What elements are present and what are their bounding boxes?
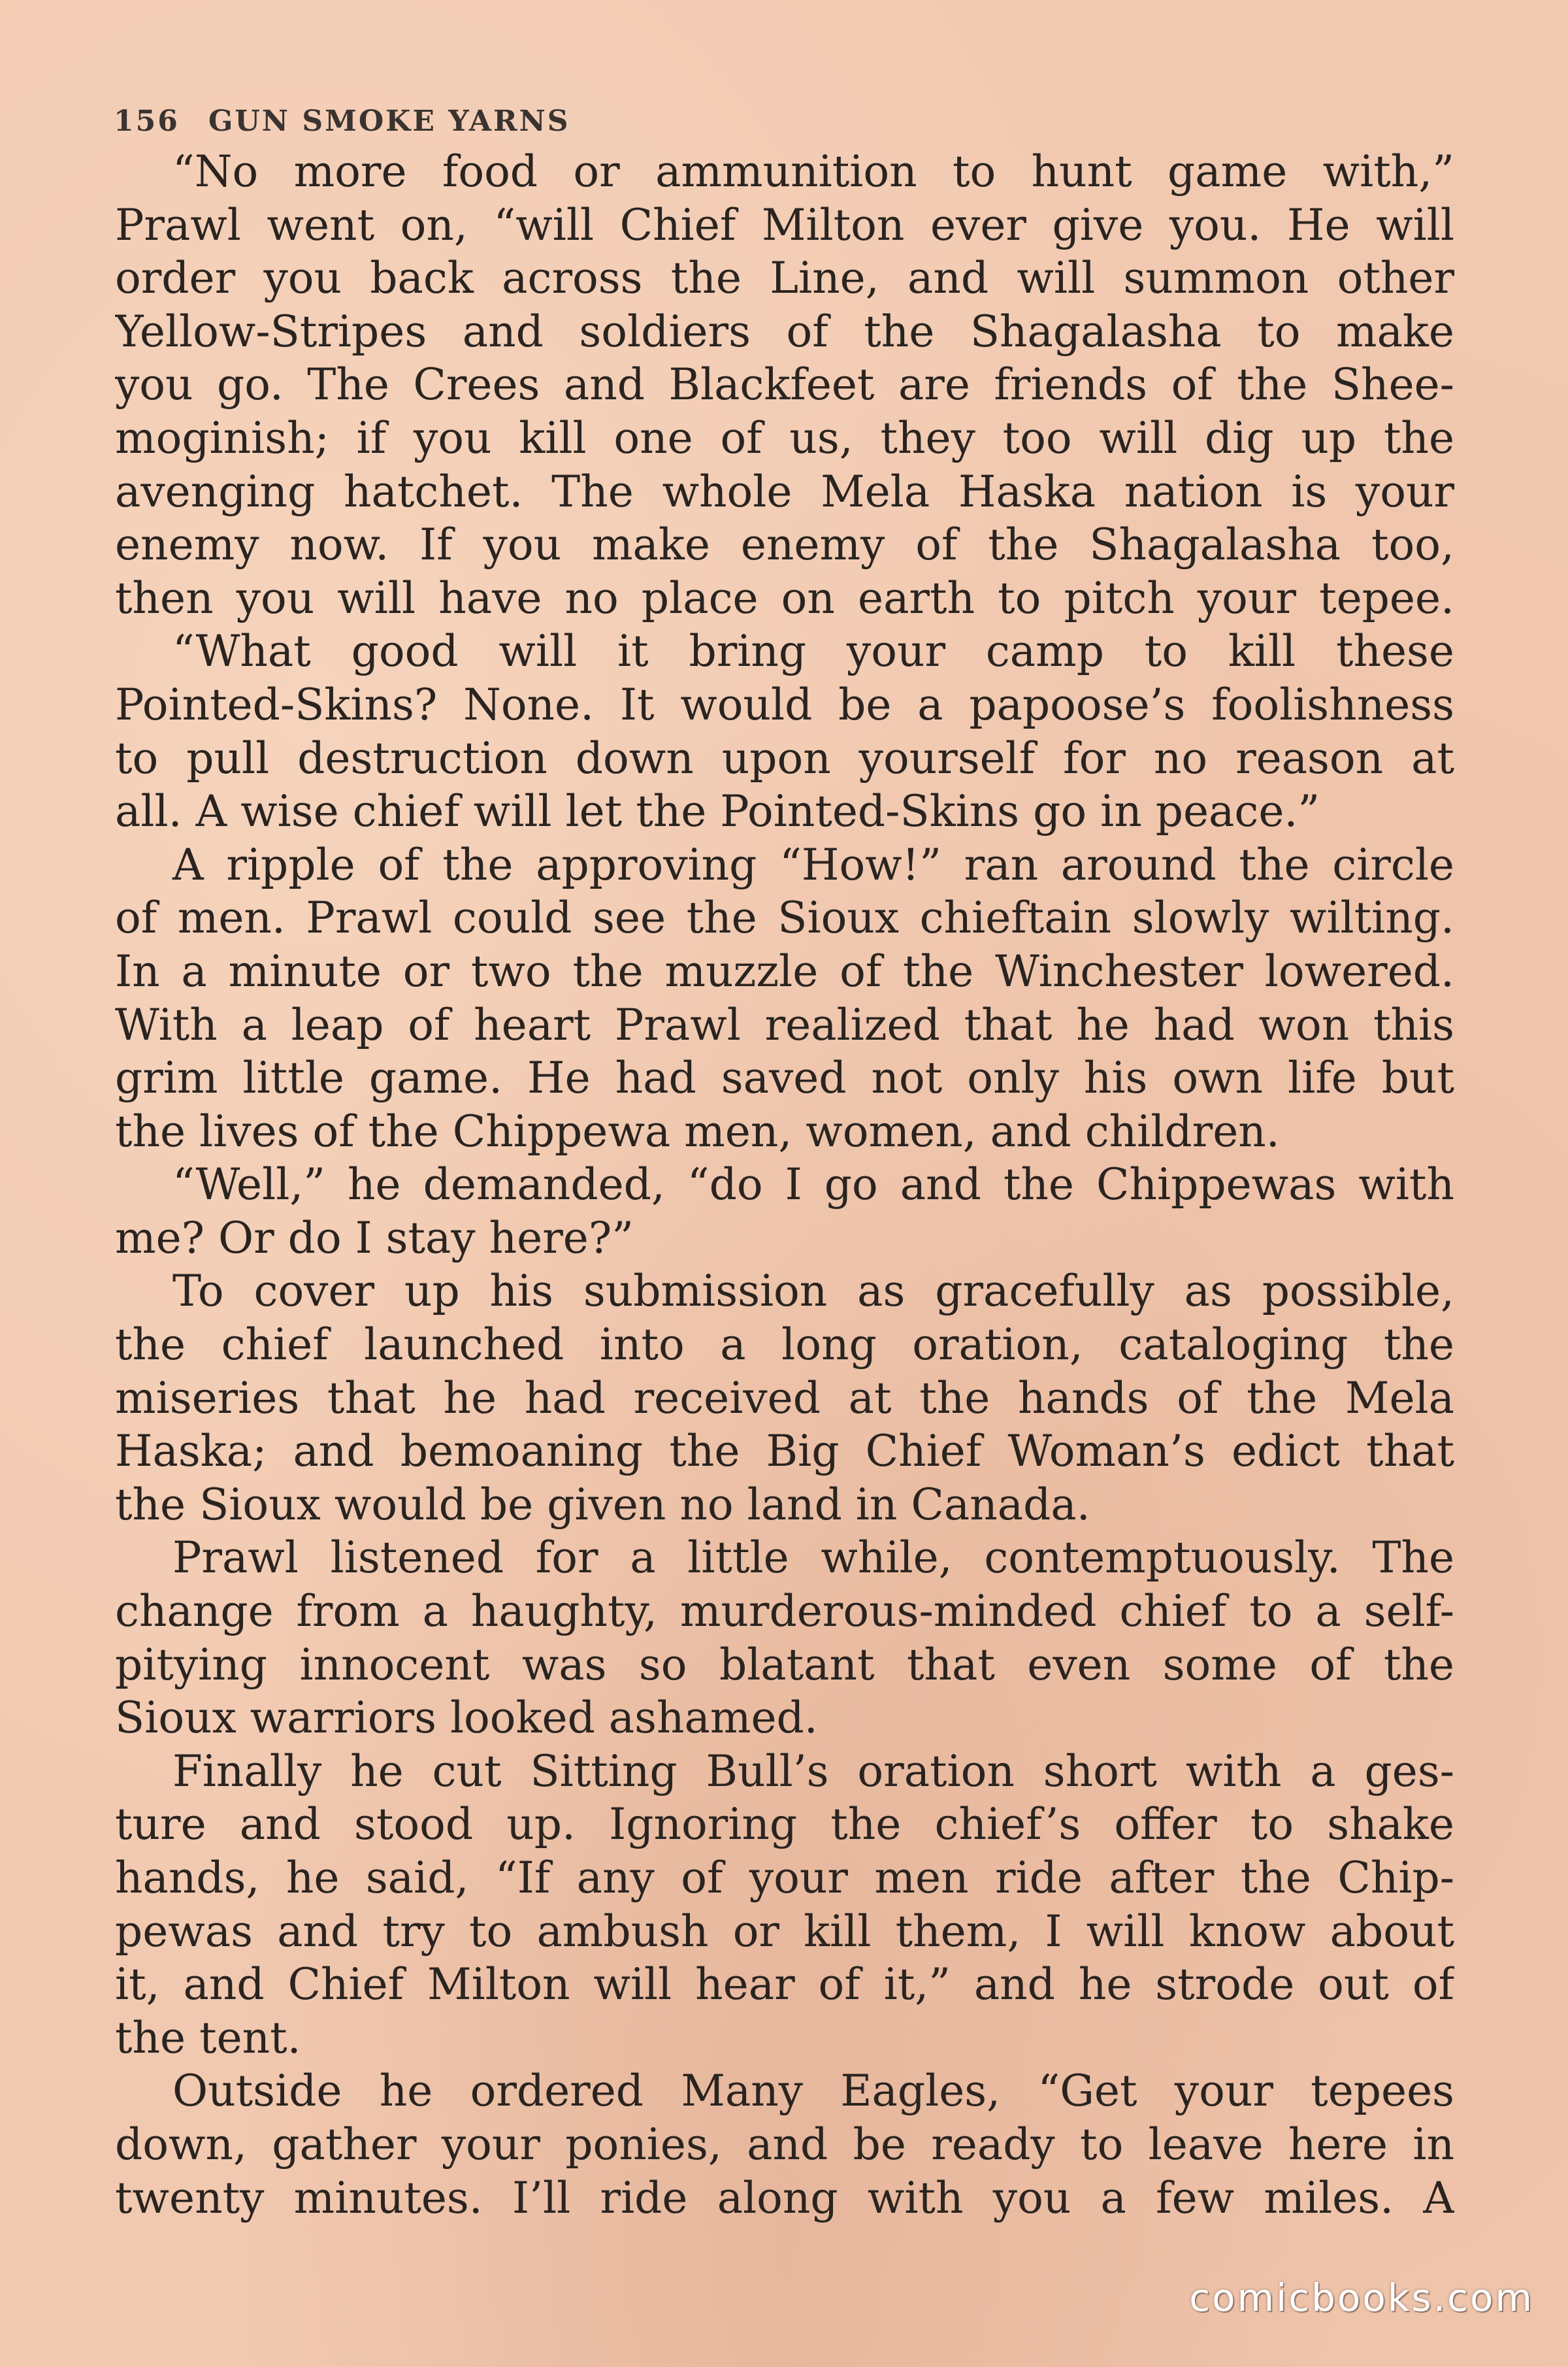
- text-line: change from a haughty, murderous-minded chief to a self-: [115, 1586, 1454, 1637]
- text-line: then you will have no place on earth to pitch your tepee.: [115, 572, 1454, 623]
- text-line: Pointed-Skins? None. It would be a papoose’s foolishness: [115, 679, 1454, 730]
- text-line: pewas and try to ambush or kill them, I will know about: [115, 1906, 1454, 1957]
- text-line: ture and stood up. Ignoring the chief’s offer to shake: [115, 1799, 1454, 1850]
- text-line: Prawl went on, “will Chief Milton ever give you. He will: [115, 199, 1454, 250]
- text-line: Yellow-Stripes and soldiers of the Shagalasha to make: [115, 306, 1454, 357]
- text-line: hands, he said, “If any of your men ride after the Chip-: [115, 1853, 1454, 1903]
- body-text: [115, 145, 1454, 2225]
- text-line: A ripple of the approving “How!” ran around the circle: [172, 839, 1454, 890]
- text-line: to pull destruction down upon yourself for no reason at: [115, 733, 1454, 784]
- text-line: pitying innocent was so blatant that even some of the: [115, 1639, 1454, 1690]
- book-title: GUN SMOKE YARNS: [208, 105, 570, 138]
- text-line: To cover up his submission as gracefully as possible,: [172, 1266, 1454, 1317]
- running-head: [114, 105, 570, 138]
- text-line: moginish; if you kill one of us, they too will dig up the: [115, 412, 1454, 463]
- text-line: In a minute or two the muzzle of the Winchester lowered.: [115, 946, 1454, 997]
- text-line: Haska; and bemoaning the Big Chief Woman’s edict that: [115, 1426, 1454, 1477]
- text-line: avenging hatchet. The whole Mela Haska nation is your: [115, 466, 1454, 517]
- text-line: me? Or do I stay here?”: [115, 1212, 634, 1263]
- text-line: down, gather your ponies, and be ready to leave here in: [115, 2119, 1454, 2170]
- watermark: comicbooks.com: [1189, 2276, 1534, 2320]
- text-line: you go. The Crees and Blackfeet are friends of the Shee-: [115, 359, 1454, 410]
- text-line: enemy now. If you make enemy of the Shagalasha too,: [115, 520, 1454, 571]
- text-line: “No more food or ammunition to hunt game with,”: [172, 146, 1454, 197]
- text-line: Finally he cut Sitting Bull’s oration short with a ges-: [172, 1746, 1454, 1796]
- text-line: Sioux warriors looked ashamed.: [115, 1693, 818, 1744]
- text-line: “Well,” he demanded, “do I go and the Chippewas with: [172, 1159, 1454, 1210]
- text-line: Outside he ordered Many Eagles, “Get your tepees: [172, 2066, 1454, 2117]
- text-line: order you back across the Line, and will summon other: [115, 253, 1454, 304]
- text-line: the Sioux would be given no land in Canada.: [115, 1479, 1090, 1530]
- text-line: the tent.: [115, 2012, 301, 2063]
- text-line: grim little game. He had saved not only his own life but: [115, 1053, 1454, 1104]
- text-line: of men. Prawl could see the Sioux chieftain slowly wilting.: [115, 893, 1454, 944]
- text-line: twenty minutes. I’ll ride along with you a few miles. A: [115, 2172, 1454, 2223]
- text-line: Prawl listened for a little while, contemptuously. The: [172, 1532, 1454, 1583]
- text-line: With a leap of heart Prawl realized that he had won this: [115, 999, 1454, 1050]
- text-line: the chief launched into a long oration, cataloging the: [115, 1319, 1454, 1370]
- page-number: 156: [114, 105, 180, 138]
- text-line: it, and Chief Milton will hear of it,” and he strode out of: [115, 1959, 1454, 2010]
- text-line: the lives of the Chippewa men, women, and children.: [115, 1106, 1280, 1157]
- text-line: miseries that he had received at the hands of the Mela: [115, 1372, 1454, 1423]
- text-line: all. A wise chief will let the Pointed-Skins go in peace.”: [115, 786, 1320, 837]
- text-line: “What good will it bring your camp to kill these: [172, 626, 1454, 677]
